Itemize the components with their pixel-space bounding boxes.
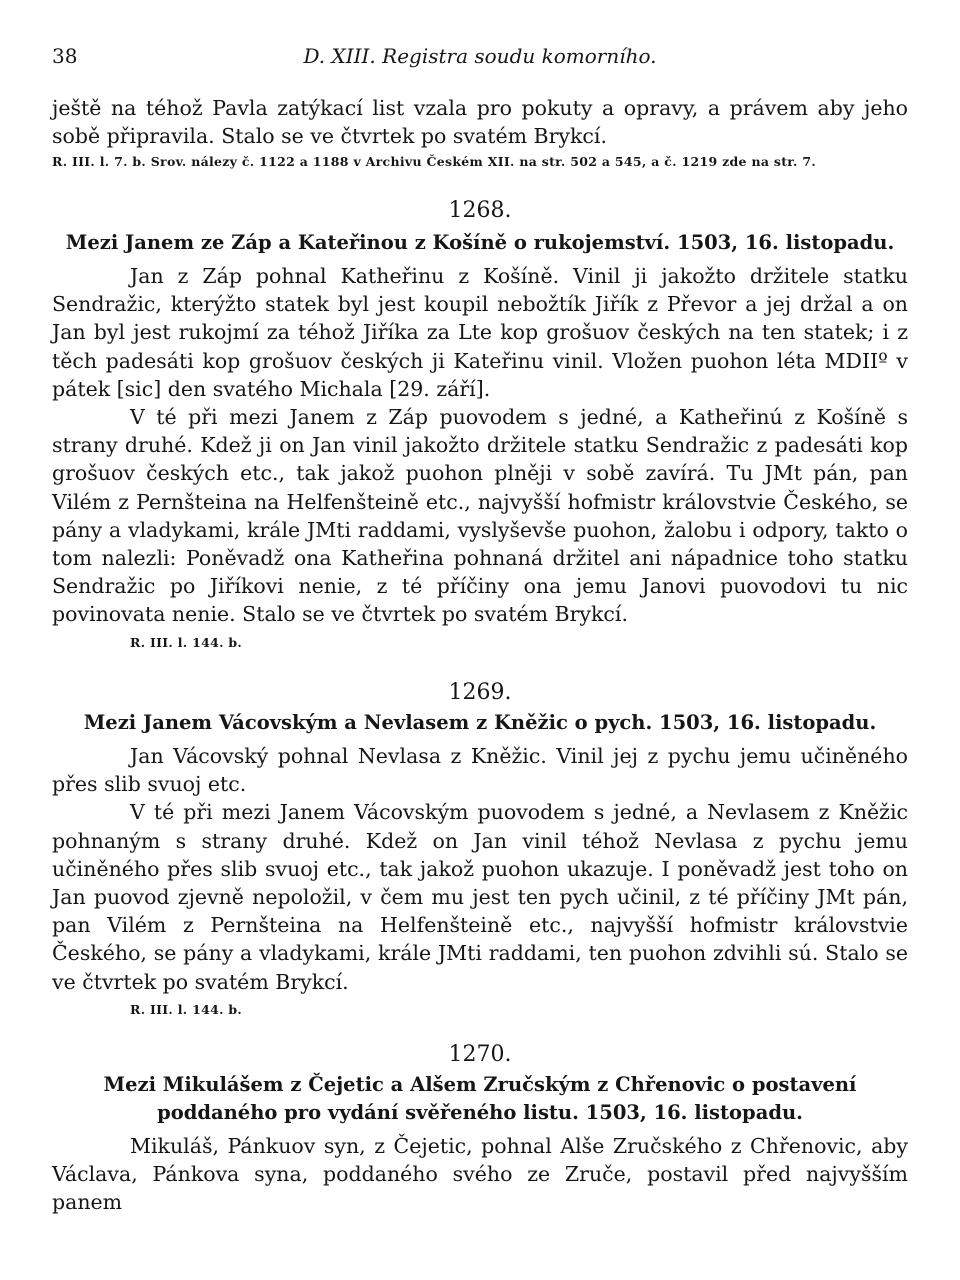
running-header [52, 44, 908, 74]
entry-1269 [52, 680, 908, 1017]
page-number: 38 [52, 44, 78, 68]
intro-paragraph: ještě na téhož Pavla zatýkací list vzala pro pokuty a opravy, a právem aby jeho sobě připravila. Stalo se ve čtvrtek po svatém Brykcí. [52, 96, 908, 149]
entry-paragraph: V té při mezi Janem z Záp puovodem s jedné, a Katheřinú z Košíně s strany druhé. Kdež ji on Jan vinil jakožto držitele statku Sendražic z padesáti kop grošuov českých etc., tak jakož puohon plněji v sobě zavírá. Tu JMt pán, pan Vilém z Pernšteina na Helfenšteině etc., najvyšší hofmistr královstvie Českého, se pány a vladykami, krále JMti raddami, vyslyševše puohon, žalobu i odpory, takto o tom nalezli: Poněvadž ona Katheřina pohnaná držitel ani nápadnice toho statku Sendražic po Jiříkovi nenie, z té příčiny ona jemu Janovi puovodovi tu nic povinovata nenie. Stalo se ve čtvrtek po svatém Brykcí. [52, 405, 908, 627]
entry-note: R. III. l. 144. b. [130, 1001, 243, 1017]
entry-heading: Mezi Mikulášem z Čejetic a Alšem Zručským z Chřenovic o postavení poddaného pro vydání svěřeného listu. 1503, 16. listopadu. [103, 1073, 857, 1124]
entry-note: R. III. l. 144. b. [130, 634, 243, 650]
entry-number: 1269. [448, 680, 512, 705]
entry-paragraph: Jan Vácovský pohnal Nevlasa z Kněžic. Vinil jej z pychu jemu učiněného přes slib svuoj etc. [52, 744, 908, 797]
entry-paragraph: V té při mezi Janem Vácovským puovodem s jedné, a Nevlasem z Kněžic pohnaným s strany druhé. Kdež on Jan vinil téhož Nevlasa z pychu jemu učiněného přes slib svuoj etc., tak jakož puohon ukazuje. I poněvadž jest toho on Jan puovod zjevně nepoložil, v čem mu jest ten pych učinil, z té příčiny JMt pán, pan Vilém z Pernšteina na Helfenšteině etc., najvyšší hofmistr královstvie Českého, se pány a vladykami, krále JMti raddami, ten puohon zdvihli sú. Stalo se ve čtvrtek po svatém Brykcí. [52, 800, 908, 994]
intro-note: R. III. l. 7. b. Srov. nálezy č. 1122 a 1188 v Archivu Českém XII. na str. 502 a 545, a č. 1219 zde na str. 7. [52, 154, 816, 170]
entry-heading: Mezi Janem ze Záp a Kateřinou z Košíně o rukojemství. 1503, 16. listopadu. [65, 231, 895, 254]
entry-1270 [52, 1042, 908, 1217]
entry-number: 1268. [448, 198, 512, 223]
entry-paragraph: Mikuláš, Pánkuov syn, z Čejetic, pohnal Alše Zručského z Chřenovic, aby Václava, Pánkova syna, poddaného svého ze Zruče, postavil před najvyšším panem [52, 1134, 908, 1215]
running-title: D. XIII. Registra soudu komorního. [303, 44, 657, 68]
entry-1268 [52, 198, 908, 650]
entry-heading: Mezi Janem Vácovským a Nevlasem z Kněžic o pych. 1503, 16. listopadu. [83, 711, 877, 734]
intro-section [52, 94, 908, 169]
entry-number: 1270. [448, 1042, 512, 1067]
entry-paragraph: Jan z Záp pohnal Katheřinu z Košíně. Vinil ji jakožto držitele statku Sendražic, kterýžto statek byl jest koupil nebožtík Jiřík z Převor a jej držal a on Jan byl jest rukojmí za téhož Jiříka za Lte kop grošuov českých na ten statek; i z těch padesáti kop grošuov českých ji Kateřinu vinil. Vložen puohon léta MDIIº v pátek [sic] den svatého Michala [29. září]. [52, 264, 908, 401]
